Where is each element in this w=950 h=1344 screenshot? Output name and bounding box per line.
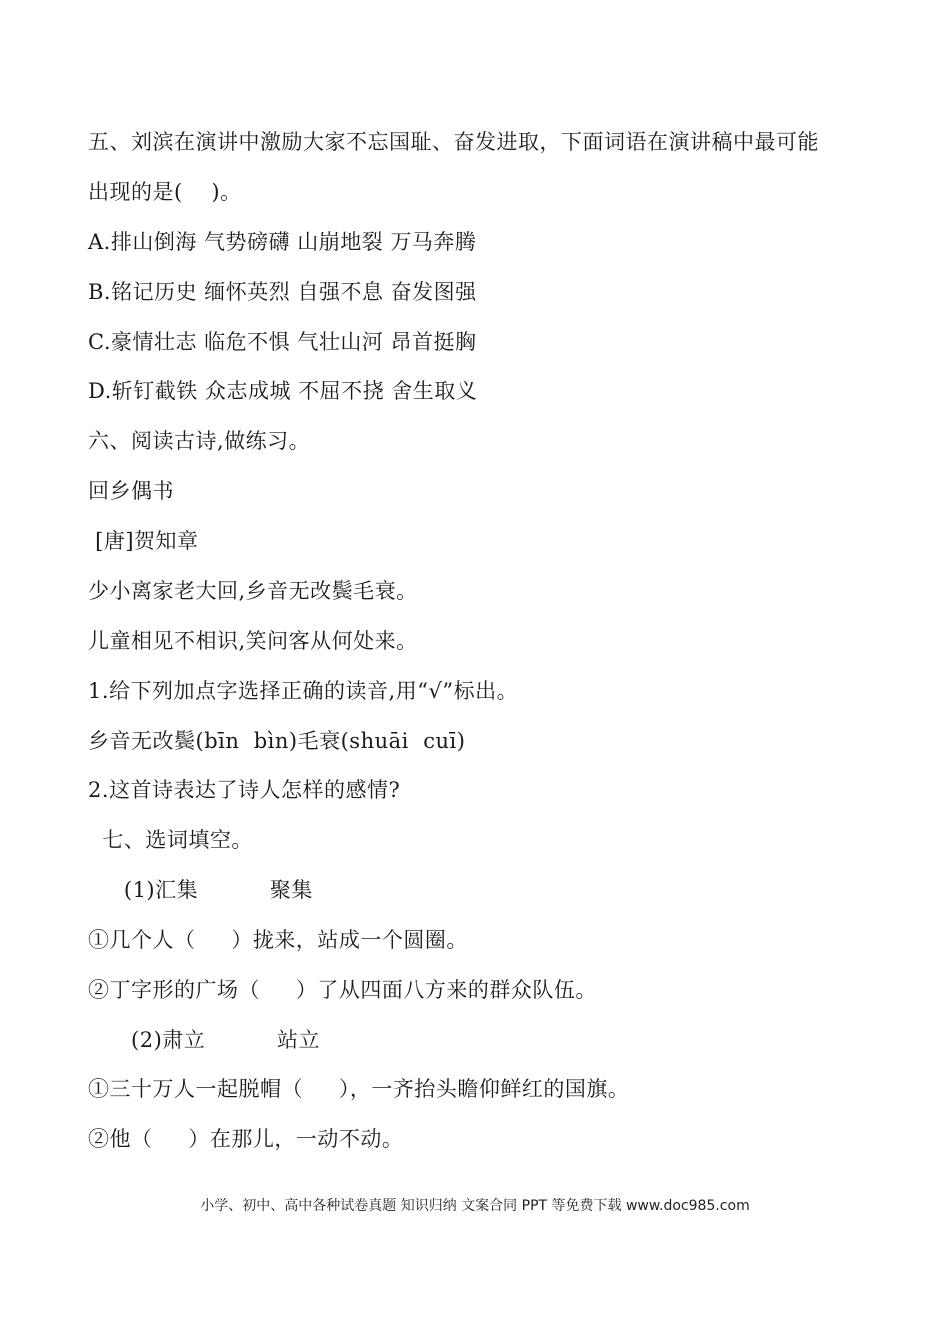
q5-prompt-line1: 五、刘滨在演讲中激励大家不忘国耻、奋发进取，下面词语在演讲稿中最可能 (88, 130, 819, 154)
poem-author: [唐]贺知章 (88, 529, 199, 553)
q6-heading: 六、阅读古诗,做练习。 (88, 429, 311, 453)
q5-option-a: A.排山倒海 气势磅礴 山崩地裂 万马奔腾 (88, 230, 477, 254)
q7-group2: (2)肃立 站立 (88, 1028, 321, 1052)
q5-option-d: D.斩钉截铁 众志成城 不屈不挠 舍生取义 (88, 379, 478, 403)
q7-group1: (1)汇集 聚集 (88, 878, 313, 902)
q7-group2-item2: ②他（ ）在那儿，一动不动。 (88, 1127, 404, 1151)
q7-heading: 七、选词填空。 (88, 828, 253, 852)
q5-option-c: C.豪情壮志 临危不惧 气壮山河 昂首挺胸 (88, 330, 477, 354)
page-footer: 小学、初中、高中各种试卷真题 知识归纳 文案合同 PPT 等免费下载 www.doc985.com (200, 1198, 750, 1214)
q5-prompt-line2: 出现的是( )。 (88, 180, 242, 204)
poem-line1: 少小离家老大回,乡音无改鬓毛衰。 (88, 579, 418, 603)
poem-line2: 儿童相见不相识,笑问客从何处来。 (88, 629, 418, 653)
q7-group1-item1: ①几个人（ ）拢来，站成一个圆圈。 (88, 928, 468, 952)
q7-group1-item2: ②丁字形的广场（ ）了从四面八方来的群众队伍。 (88, 978, 597, 1002)
q6-sub2: 2.这首诗表达了诗人怎样的感情? (88, 778, 401, 802)
q6-sub1: 1.给下列加点字选择正确的读音,用“√”标出。 (88, 679, 519, 703)
q7-group2-item1: ①三十万人一起脱帽（ ），一齐抬头瞻仰鲜红的国旗。 (88, 1077, 630, 1101)
q6-sub1-answer: 乡音无改鬓(bīn bìn)毛衰(shuāi cuī) (88, 729, 466, 753)
poem-title: 回乡偶书 (88, 479, 174, 503)
q5-option-b: B.铭记历史 缅怀英烈 自强不息 奋发图强 (88, 280, 477, 304)
